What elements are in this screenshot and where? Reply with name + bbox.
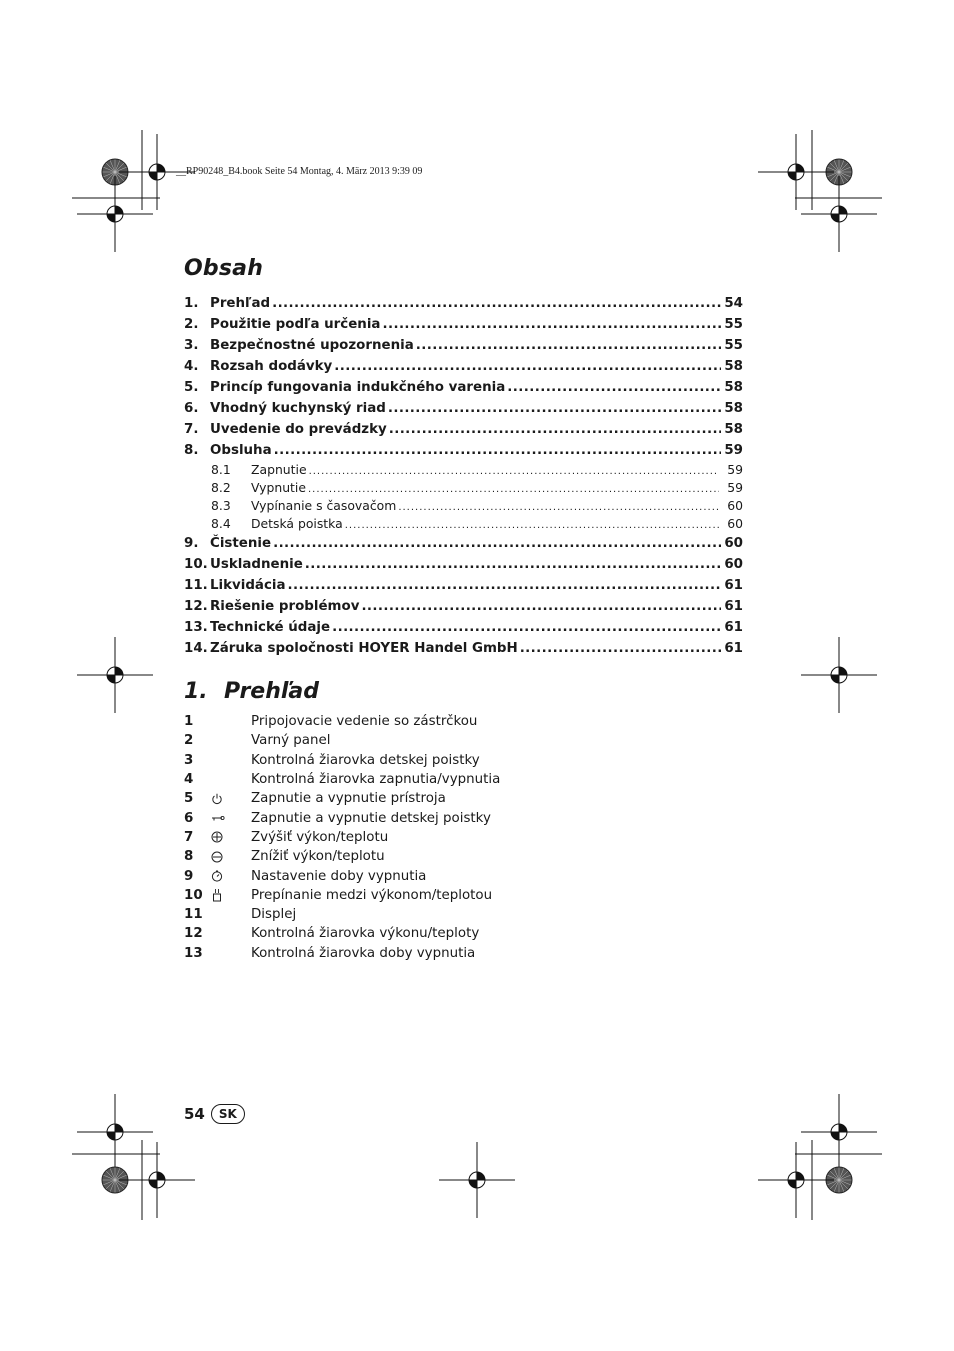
toc-entry <box>184 617 743 638</box>
overview-item <box>184 905 704 924</box>
toc-heading: Obsah <box>184 256 264 281</box>
toc-entry-page: 54 <box>724 296 743 311</box>
overview-item <box>184 866 704 885</box>
overview-item-number: 2 <box>184 733 194 749</box>
overview-item-icon-slot <box>210 944 251 963</box>
toc-entry-page: 61 <box>724 599 743 614</box>
overview-item-number: 5 <box>184 791 194 807</box>
overview-item-text: Prepínanie medzi výkonom/teplotou <box>251 887 493 903</box>
minus-circle-icon <box>210 847 251 866</box>
overview-item <box>184 751 704 770</box>
overview-item-number: 13 <box>184 945 203 961</box>
toc-entry-number: 5. <box>184 380 199 395</box>
toc-entry <box>184 440 743 461</box>
toc-entry-number: 12. <box>184 599 208 614</box>
overview-item-number: 9 <box>184 868 194 884</box>
toc-entry-page: 61 <box>724 578 743 593</box>
overview-item-number: 3 <box>184 752 194 768</box>
toc-leader-dots <box>308 481 719 497</box>
toc-entry-page: 55 <box>724 338 743 353</box>
toc-entry-page: 59 <box>727 462 743 477</box>
toc-leader-dots <box>507 377 721 398</box>
toc-leader-dots <box>309 463 720 479</box>
toc-entry-title: Rozsah dodávky <box>210 359 333 374</box>
toc-leader-dots <box>334 356 721 377</box>
overview-item <box>184 808 704 827</box>
toc-leader-dots <box>274 440 722 461</box>
toc-entry-page: 60 <box>727 516 743 531</box>
toc-entry-title: Zapnutie <box>251 462 307 477</box>
toc-entry-title: Princíp fungovania indukčného varenia <box>210 380 506 395</box>
toc-entry-title: Likvidácia <box>210 578 286 593</box>
toc-entry-title: Čistenie <box>210 536 272 551</box>
toc-entry-page: 59 <box>727 480 743 495</box>
toc-entry <box>184 533 743 554</box>
overview-item-text: Kontrolná žiarovka zapnutia/vypnutia <box>251 772 501 788</box>
overview-item-number: 10 <box>184 887 203 903</box>
toc-entry <box>184 419 743 440</box>
overview-item-icon-slot <box>210 770 251 789</box>
toc-entry-title: Vypínanie s časovačom <box>251 498 397 513</box>
toc-entry-number: 8.4 <box>211 516 231 531</box>
toc-entry-number: 1. <box>184 296 199 311</box>
toc-entry <box>184 596 743 617</box>
toc-entry-title: Prehľad <box>210 296 271 311</box>
overview-item-text: Kontrolná žiarovka doby vypnutia <box>251 945 476 961</box>
language-badge: SK <box>211 1104 245 1124</box>
overview-item-number: 12 <box>184 926 203 942</box>
overview-item <box>184 847 704 866</box>
toc-entry-title: Vhodný kuchynský riad <box>210 401 386 416</box>
overview-item-text: Zapnutie a vypnutie prístroja <box>251 791 446 807</box>
overview-item-number: 7 <box>184 829 194 845</box>
toc-entry-page: 55 <box>724 317 743 332</box>
toc-leader-dots <box>345 517 719 533</box>
toc-leader-dots <box>332 617 721 638</box>
toc-leader-dots <box>305 554 722 575</box>
toc-entry-title: Záruka spoločnosti HOYER Handel GmbH <box>210 641 518 656</box>
toc-entry-page: 58 <box>724 401 743 416</box>
overview-items-list <box>184 712 704 963</box>
page-footer <box>184 1104 245 1124</box>
overview-item-icon-slot <box>210 924 251 943</box>
toc-entry-page: 59 <box>724 443 743 458</box>
toc-entry-title: Riešenie problémov <box>210 599 360 614</box>
toc-entry-title: Použitie podľa určenia <box>210 317 381 332</box>
overview-item <box>184 944 704 963</box>
overview-item-number: 6 <box>184 810 194 826</box>
toc-entry-number: 8.3 <box>211 498 231 513</box>
toc-entry-number: 10. <box>184 557 208 572</box>
overview-item <box>184 828 704 847</box>
toc-entry-number: 4. <box>184 359 199 374</box>
timer-icon <box>210 867 251 886</box>
toc-entry-number: 9. <box>184 536 199 551</box>
toc-entry-page: 61 <box>724 620 743 635</box>
toc-entry-title: Technické údaje <box>210 620 331 635</box>
toc-entry-number: 2. <box>184 317 199 332</box>
toc-entry-title: Vypnutie <box>251 480 306 495</box>
overview-heading-title: Prehľad <box>224 679 320 704</box>
toc-entry <box>184 398 743 419</box>
key-icon <box>210 809 251 828</box>
toc-entry-page: 60 <box>724 557 743 572</box>
toc-entry <box>184 377 743 398</box>
overview-item <box>184 731 704 750</box>
toc-leader-dots <box>388 398 722 419</box>
toc-sub-entry <box>184 461 743 479</box>
overview-item-number: 8 <box>184 849 194 865</box>
toc-sub-entry <box>184 497 743 515</box>
overview-item <box>184 886 704 905</box>
overview-item <box>184 712 704 731</box>
toc-leader-dots <box>288 575 722 596</box>
function-icon <box>210 886 251 905</box>
power-icon <box>210 789 251 808</box>
toc-entry-number: 8. <box>184 443 199 458</box>
overview-item-text: Zapnutie a vypnutie detskej poistky <box>251 810 491 826</box>
toc-entry-page: 61 <box>724 641 743 656</box>
overview-item-text: Varný panel <box>251 733 331 749</box>
page-number: 54 <box>184 1105 205 1123</box>
toc-entry-number: 13. <box>184 620 208 635</box>
overview-item <box>184 770 704 789</box>
toc-sub-entry <box>184 515 743 533</box>
overview-item-text: Znížiť výkon/teplotu <box>251 849 385 865</box>
toc-entry-page: 60 <box>724 536 743 551</box>
toc-entry <box>184 335 743 356</box>
overview-item-icon-slot <box>210 731 251 750</box>
overview-item-number: 1 <box>184 714 194 730</box>
overview-item-icon-slot <box>210 712 251 731</box>
toc-leader-dots <box>273 533 721 554</box>
overview-item-icon-slot <box>210 751 251 770</box>
overview-item-number: 4 <box>184 772 194 788</box>
overview-item-text: Zvýšiť výkon/teplotu <box>251 829 389 845</box>
toc-leader-dots <box>272 293 721 314</box>
toc-leader-dots <box>520 638 722 659</box>
print-file-header: __RP90248_B4.book Seite 54 Montag, 4. März 2013 9:39 09 <box>176 166 423 177</box>
toc-entry-title: Uvedenie do prevádzky <box>210 422 387 437</box>
overview-item-text: Kontrolná žiarovka detskej poistky <box>251 752 480 768</box>
toc-entry <box>184 638 743 659</box>
toc-entry-number: 14. <box>184 641 208 656</box>
plus-circle-icon <box>210 828 251 847</box>
toc-entry <box>184 554 743 575</box>
overview-item-text: Kontrolná žiarovka výkonu/teploty <box>251 926 480 942</box>
toc-entry-number: 3. <box>184 338 199 353</box>
overview-item-text: Nastavenie doby vypnutia <box>251 868 427 884</box>
toc-entry-title: Obsluha <box>210 443 272 458</box>
overview-item <box>184 924 704 943</box>
overview-item <box>184 789 704 808</box>
toc-entry-number: 8.1 <box>211 462 231 477</box>
overview-heading <box>184 679 319 704</box>
toc-entry <box>184 314 743 335</box>
toc-leader-dots <box>398 499 719 515</box>
toc-leader-dots <box>416 335 722 356</box>
overview-item-text: Displej <box>251 907 297 923</box>
toc-entry-number: 11. <box>184 578 208 593</box>
toc-leader-dots <box>389 419 722 440</box>
toc-leader-dots <box>361 596 721 617</box>
overview-item-icon-slot <box>210 905 251 924</box>
toc-entry <box>184 356 743 377</box>
overview-heading-number: 1. <box>184 679 208 704</box>
toc-entry-page: 58 <box>724 380 743 395</box>
overview-item-text: Pripojovacie vedenie so zástrčkou <box>251 714 478 730</box>
toc-entry-page: 60 <box>727 498 743 513</box>
toc-entry <box>184 575 743 596</box>
toc-entry-number: 6. <box>184 401 199 416</box>
toc-sub-entry <box>184 479 743 497</box>
overview-item-number: 11 <box>184 907 203 923</box>
toc-entry-page: 58 <box>724 359 743 374</box>
toc-entry-title: Detská poistka <box>251 516 343 531</box>
toc-entry-number: 8.2 <box>211 480 231 495</box>
toc-leader-dots <box>382 314 721 335</box>
toc-entry-page: 58 <box>724 422 743 437</box>
table-of-contents <box>184 293 743 659</box>
toc-entry-number: 7. <box>184 422 199 437</box>
toc-entry <box>184 293 743 314</box>
toc-entry-title: Bezpečnostné upozornenia <box>210 338 414 353</box>
toc-entry-title: Uskladnenie <box>210 557 303 572</box>
